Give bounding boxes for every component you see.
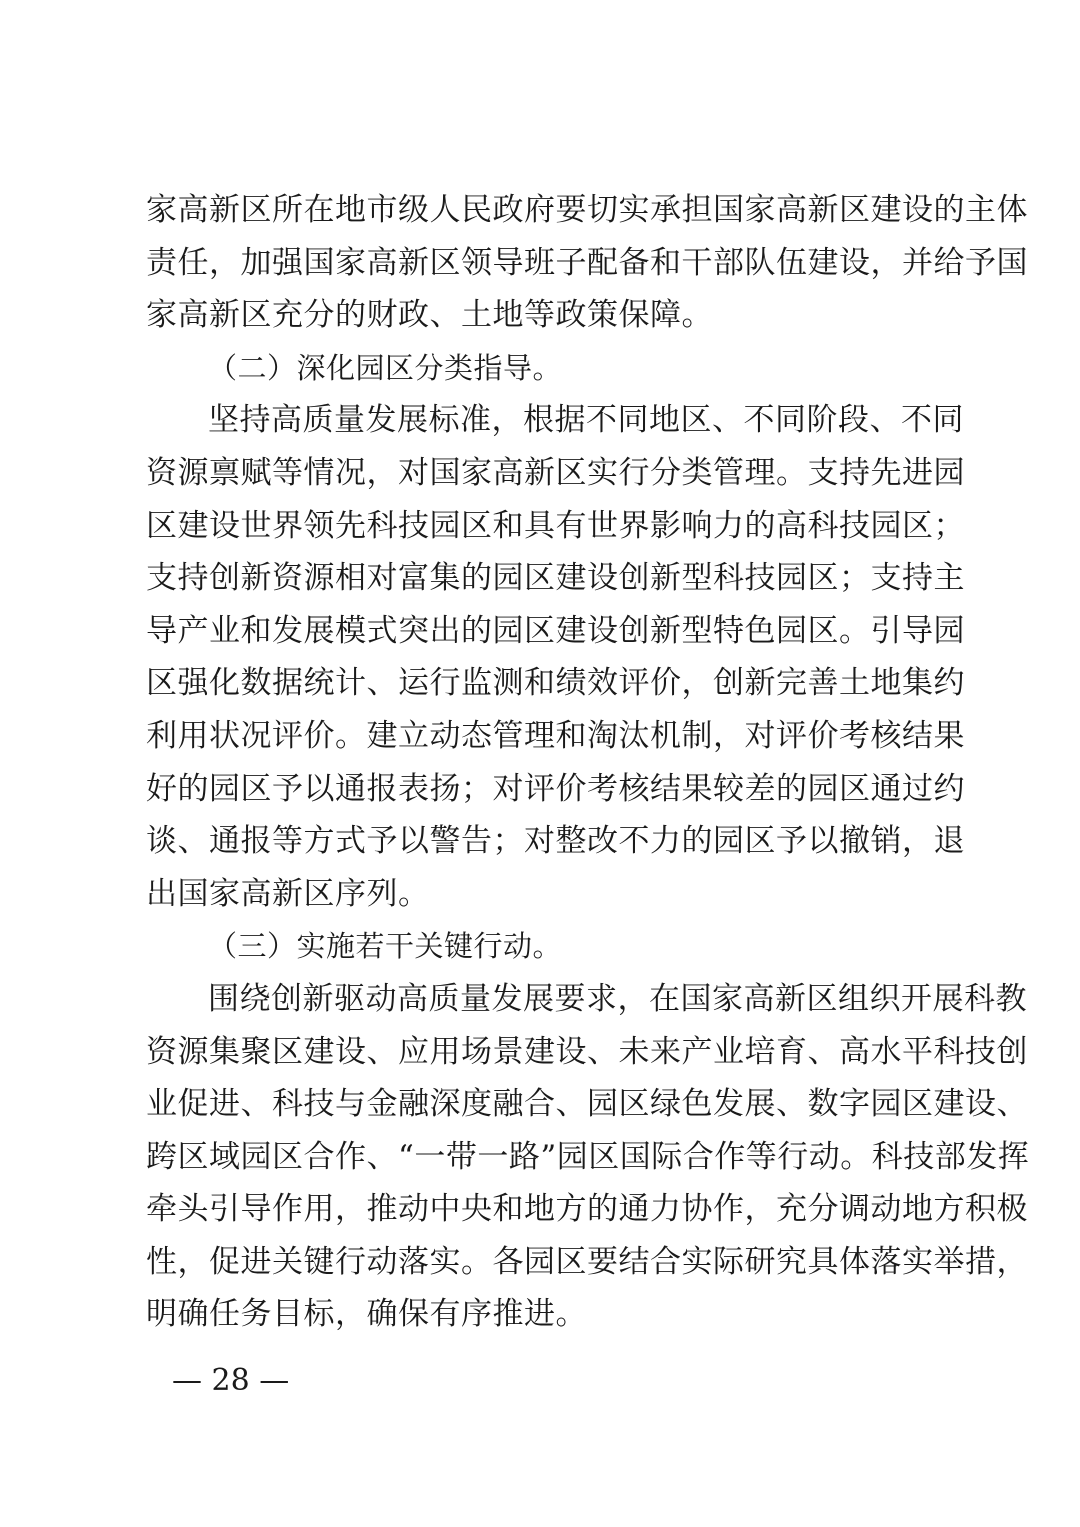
body-line: 业促进、科技与金融深度融合、园区绿色发展、数字园区建设、 — [146, 1086, 1028, 1123]
body-line: 区强化数据统计、运行监测和绩效评价，创新完善土地集约 — [146, 665, 965, 702]
body-line: 跨区域园区合作、“一带一路”园区国际合作等行动。科技部发挥 — [146, 1138, 1030, 1175]
document-body — [146, 184, 1030, 1341]
body-line: 明确任务目标，确保有序推进。 — [146, 1296, 587, 1333]
body-line: 资源集聚区建设、应用场景建设、未来产业培育、高水平科技创 — [146, 1033, 1028, 1070]
section-heading: （三）实施若干关键行动。 — [208, 929, 563, 964]
body-line: 支持创新资源相对富集的园区建设创新型科技园区；支持主 — [146, 560, 965, 597]
paragraph-first-line: 围绕创新驱动高质量发展要求，在国家高新区组织开展科教 — [208, 980, 1027, 1017]
body-line: 谈、通报等方式予以警告；对整改不力的园区予以撤销，退 — [146, 823, 965, 860]
body-line: 性，促进关键行动落实。各园区要结合实际研究具体落实举措， — [146, 1243, 1028, 1280]
body-line: 区建设世界领先科技园区和具有世界影响力的高科技园区； — [146, 507, 965, 544]
body-line: 家高新区充分的财政、土地等政策保障。 — [146, 297, 713, 334]
body-line: 牵头引导作用，推动中央和地方的通力协作，充分调动地方积极 — [146, 1191, 1028, 1228]
body-line: 家高新区所在地市级人民政府要切实承担国家高新区建设的主体 — [146, 192, 1028, 228]
body-line: 利用状况评价。建立动态管理和淘汰机制，对评价考核结果 — [146, 717, 965, 754]
body-line: 出国家高新区序列。 — [146, 875, 430, 912]
body-line: 资源禀赋等情况，对国家高新区实行分类管理。支持先进园 — [146, 454, 965, 491]
paragraph-first-line: 坚持高质量发展标准，根据不同地区、不同阶段、不同 — [208, 402, 964, 439]
section-heading: （二）深化园区分类指导。 — [208, 350, 563, 385]
body-line: 好的园区予以通报表扬；对评价考核结果较差的园区通过约 — [146, 770, 965, 807]
page-number: — 28 — — [172, 1363, 290, 1398]
body-line: 责任，加强国家高新区领导班子配备和干部队伍建设，并给予国 — [146, 244, 1028, 281]
body-line: 导产业和发展模式突出的园区建设创新型特色园区。引导园 — [146, 612, 965, 649]
